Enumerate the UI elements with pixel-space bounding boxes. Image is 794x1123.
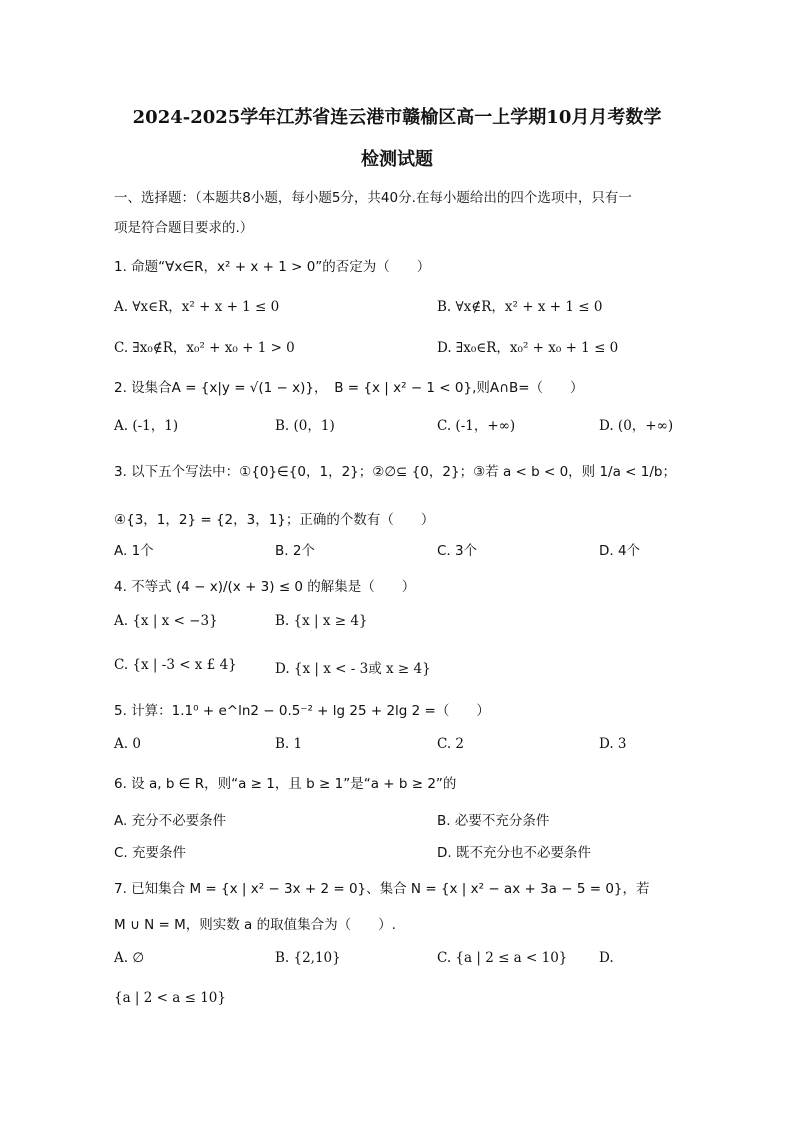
question-1-option-b: B. ∀x∉R，x² + x + 1 ≤ 0 xyxy=(437,299,603,315)
question-4-option-c: C. {x | -3 < x £ 4} xyxy=(114,657,237,673)
question-6-option-b: B. 必要不充分条件 xyxy=(437,813,550,829)
question-2-option-d: D. (0，+∞) xyxy=(599,418,674,434)
question-5-option-b: B. 1 xyxy=(275,736,303,752)
question-4-option-d: D. {x | x < - 3或 x ≥ 4} xyxy=(275,661,431,677)
section-instruction-line1: 一、选择题：（本题共8小题，每小题5分，共40分.在每小题给出的四个选项中，只有一 xyxy=(114,190,632,206)
question-3-stem-line1: 3. 以下五个写法中：①{0}∈{0，1，2}；②∅⊆ {0，2}；③若 a < b < 0，则 1/a < 1/b； xyxy=(114,464,676,480)
question-6-option-c: C. 充要条件 xyxy=(114,845,187,861)
question-2-option-b: B. (0，1) xyxy=(275,418,335,434)
question-3-option-d: D. 4个 xyxy=(599,543,641,559)
question-4-option-a: A. {x | x < −3} xyxy=(114,613,218,629)
question-6-option-a: A. 充分不必要条件 xyxy=(114,813,227,829)
question-6-option-d: D. 既不充分也不必要条件 xyxy=(437,845,591,861)
question-2-option-c: C. (-1，+∞) xyxy=(437,418,516,434)
question-6-stem: 6. 设 a, b ∈ R，则“a ≥ 1，且 b ≥ 1”是“a + b ≥ 2”的 xyxy=(114,776,457,792)
question-5-stem: 5. 计算：1.1⁰ + e^ln2 − 0.5⁻² + lg 25 + 2lg 2 =（ ） xyxy=(114,703,490,719)
exam-title-line2: 检测试题 xyxy=(361,149,433,170)
question-1-option-d: D. ∃x₀∈R，x₀² + x₀ + 1 ≤ 0 xyxy=(437,340,619,356)
question-2-option-a: A. (-1，1) xyxy=(114,418,179,434)
question-1-option-c: C. ∃x₀∉R，x₀² + x₀ + 1 > 0 xyxy=(114,340,295,356)
question-4-stem: 4. 不等式 (4 − x)/(x + 3) ≤ 0 的解集是（ ） xyxy=(114,579,416,595)
exam-title-line1: 2024-2025学年江苏省连云港市赣榆区高一上学期10月月考数学 xyxy=(132,107,662,128)
question-1-stem: 1. 命题“∀x∈R，x² + x + 1 > 0”的否定为（ ） xyxy=(114,259,431,275)
question-5-option-c: C. 2 xyxy=(437,736,465,752)
question-3-option-c: C. 3个 xyxy=(437,543,478,559)
question-7-option-d-content: {a | 2 < a ≤ 10} xyxy=(114,990,226,1006)
question-3-option-a: A. 1个 xyxy=(114,543,154,559)
question-7-option-a: A. ∅ xyxy=(114,950,145,966)
question-3-option-b: B. 2个 xyxy=(275,543,315,559)
question-7-option-d: D. xyxy=(599,950,614,966)
question-5-option-d: D. 3 xyxy=(599,736,627,752)
question-2-stem: 2. 设集合A = {x|y = √(1 − x)}， B = {x | x² − 1 < 0},则A∩B=（ ） xyxy=(114,380,584,396)
question-7-option-c: C. {a | 2 ≤ a < 10} xyxy=(437,950,568,966)
question-3-stem-line2: ④{3，1，2} = {2，3，1}；正确的个数有（ ） xyxy=(114,512,435,528)
question-4-option-b: B. {x | x ≥ 4} xyxy=(275,613,368,629)
question-1-option-a: A. ∀x∈R，x² + x + 1 ≤ 0 xyxy=(114,299,280,315)
question-7-stem-line1: 7. 已知集合 M = {x | x² − 3x + 2 = 0}、集合 N = {x | x² − ax + 3a − 5 = 0}，若 xyxy=(114,881,650,897)
question-7-option-b: B. {2,10} xyxy=(275,950,341,966)
question-7-stem-line2: M ∪ N = M，则实数 a 的取值集合为（ ）. xyxy=(114,917,396,933)
question-5-option-a: A. 0 xyxy=(114,736,141,752)
section-instruction-line2: 项是符合题目要求的.） xyxy=(114,220,254,236)
